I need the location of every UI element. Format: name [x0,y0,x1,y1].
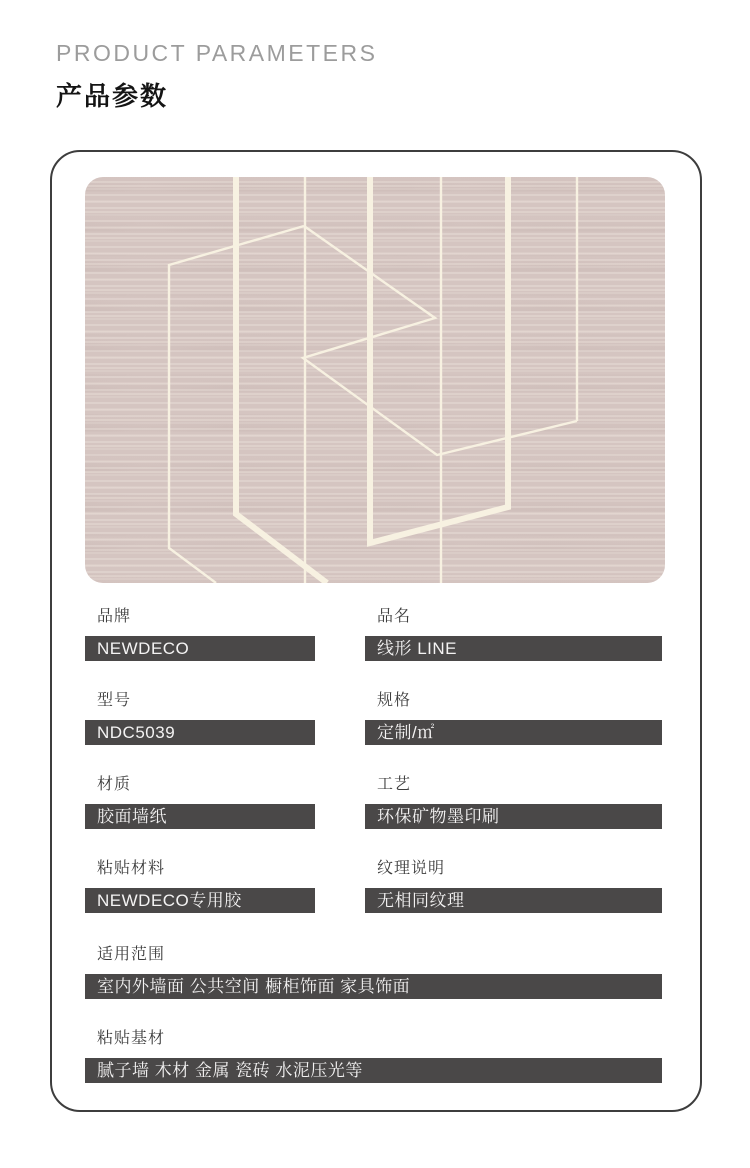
field-adhesive-material [85,859,315,913]
field-spec [365,691,662,745]
field-application-range-label: 适用范围 [97,946,166,963]
field-spec-value: 定制/㎡ [365,720,662,745]
field-adhesive-material-value: NEWDECO专用胶 [85,888,315,913]
field-material-value: 胶面墙纸 [85,804,315,829]
field-brand-value: NEWDECO [85,636,315,661]
field-texture-note [365,859,662,913]
field-brand [85,607,315,661]
field-product-name [365,607,662,661]
field-substrate-value: 腻子墙 木材 金属 瓷砖 水泥压光等 [85,1058,662,1083]
field-craft-value: 环保矿物墨印刷 [365,804,662,829]
field-texture-note-value: 无相同纹理 [365,888,662,913]
field-substrate [85,1029,662,1083]
field-craft-label: 工艺 [377,776,412,793]
page-title-en: PRODUCT PARAMETERS [56,40,378,66]
field-material-label: 材质 [97,776,132,793]
field-model-value: NDC5039 [85,720,315,745]
field-model [85,691,315,745]
page-title-zh: 产品参数 [56,81,169,111]
field-texture-note-label: 纹理说明 [377,860,446,877]
field-spec-label: 规格 [377,692,412,709]
field-application-range-value: 室内外墙面 公共空间 橱柜饰面 家具饰面 [85,974,662,999]
field-brand-label: 品牌 [97,608,132,625]
field-substrate-label: 粘贴基材 [97,1030,166,1047]
product-parameters-card [50,150,702,1112]
wallpaper-sample-image [85,177,665,583]
field-product-name-value: 线形 LINE [365,636,662,661]
wallpaper-geometric-lines [85,177,665,583]
field-application-range [85,945,662,999]
field-model-label: 型号 [97,692,132,709]
field-product-name-label: 品名 [377,608,412,625]
page-header [56,40,377,113]
field-craft [365,775,662,829]
field-adhesive-material-label: 粘贴材料 [97,860,166,877]
field-material [85,775,315,829]
